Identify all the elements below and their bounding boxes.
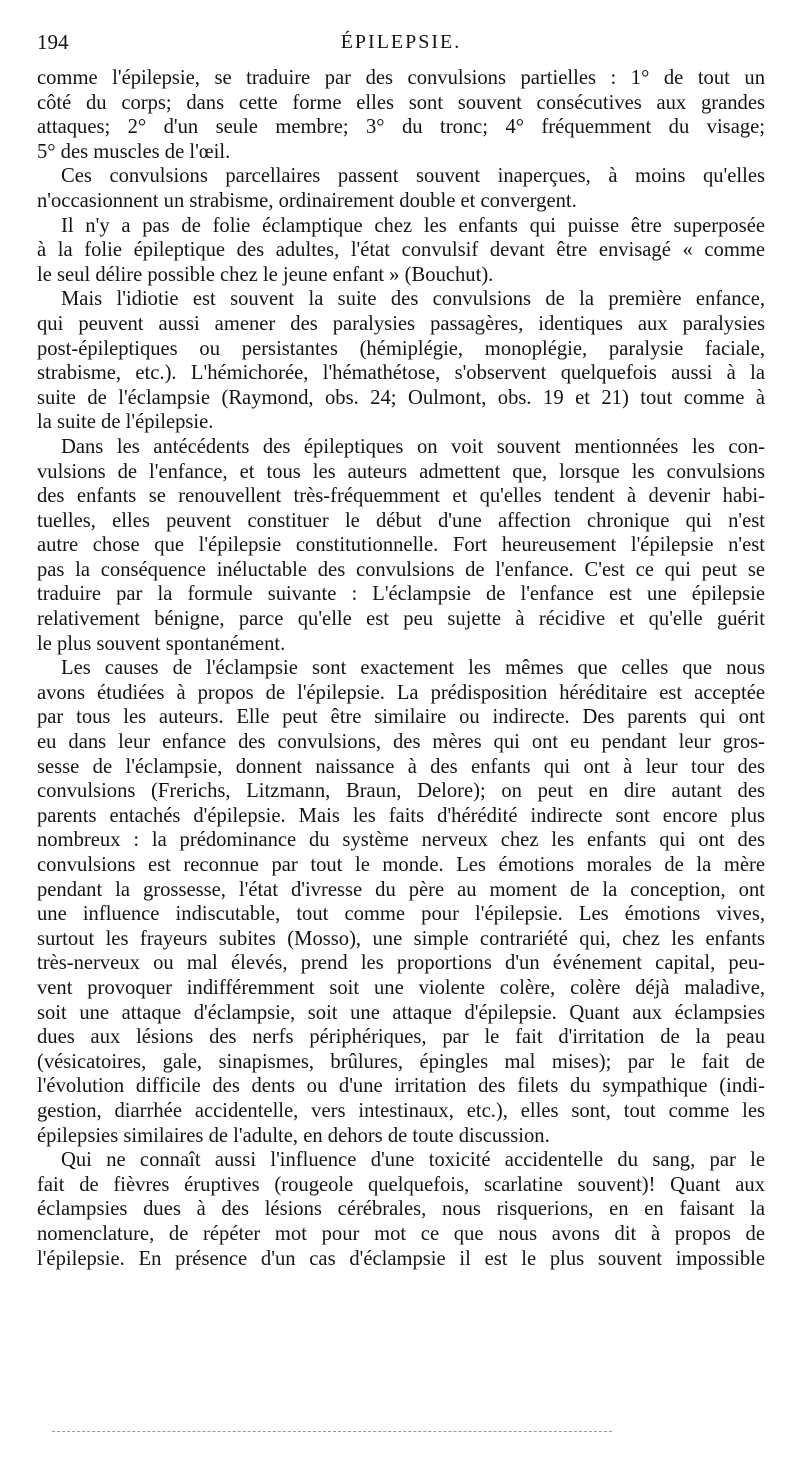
text-line: des enfants se renouvellent très-fréquemment et qu'elles tendent à devenir habi- <box>37 485 765 508</box>
text-line: le plus souvent spontanément. <box>37 632 286 655</box>
paragraph <box>37 164 765 213</box>
text-line: sesse de l'éclampsie, donnent naissance à des enfants qui ont à leur tour des <box>37 755 765 778</box>
footer-rule <box>52 1431 612 1432</box>
text-line: vent provoquer indifféremment soit une violente colère, colère déjà maladive, <box>37 976 765 999</box>
text-line: (vésicatoires, gale, sinapismes, brûlures, épingles mal mises); par le fait de <box>37 1050 765 1073</box>
text-line: parents entachés d'épilepsie. Mais les faits d'hérédité indirecte sont encore plus <box>37 804 765 827</box>
paragraph <box>37 656 765 1148</box>
text-line: côté du corps; dans cette forme elles sont souvent consécutives aux grandes <box>37 91 765 114</box>
text-line: gestion, diarrhée accidentelle, vers intestinaux, etc.), elles sont, tout comme les <box>37 1099 765 1122</box>
book-page <box>37 30 765 1271</box>
text-line: très-nerveux ou mal élevés, prend les proportions d'un événement capital, peu- <box>37 952 765 975</box>
text-line: soit une attaque d'éclampsie, soit une attaque d'épilepsie. Quant aux éclampsies <box>37 1001 765 1024</box>
text-line: à la folie épileptique des adultes, l'état convulsif devant être envisagé « comme <box>37 239 765 262</box>
text-line: relativement bénigne, parce qu'elle est peu sujette à récidive et qu'elle guérit <box>37 608 765 631</box>
paragraph <box>37 214 765 288</box>
page-number: 194 <box>37 30 69 54</box>
text-line: nomenclature, de répéter mot pour mot ce que nous avons dit à propos de <box>37 1222 765 1245</box>
text-line: 5° des muscles de l'œil. <box>37 140 231 163</box>
text-line: avons étudiées à propos de l'épilepsie. La prédisposition héréditaire est acceptée <box>37 681 765 704</box>
text-line: vulsions de l'enfance, et tous les auteurs admettent que, lorsque les convulsions <box>37 460 765 483</box>
text-line: Il n'y a pas de folie éclamptique chez les enfants qui puisse être superposée <box>61 214 765 237</box>
body-text <box>37 66 765 1271</box>
text-line: le seul délire possible chez le jeune enfant » (Bouchut). <box>37 263 494 286</box>
paragraph <box>37 1148 765 1271</box>
text-line: strabisme, etc.). L'hémichorée, l'hémathétose, s'observent quelquefois aussi à la <box>37 362 765 385</box>
paragraph <box>37 287 765 435</box>
text-line: nombreux : la prédominance du système nerveux chez les enfants qui ont des <box>37 829 765 852</box>
text-line: post-épileptiques ou persistantes (hémiplégie, monoplégie, paralysie faciale, <box>37 337 765 360</box>
text-line: par tous les auteurs. Elle peut être similaire ou indirecte. Des parents qui ont <box>37 706 765 729</box>
text-line: éclampsies dues à des lésions cérébrales, nous risquerions, en en faisant la <box>37 1198 765 1221</box>
text-line: l'épilepsie. En présence d'un cas d'éclampsie il est le plus souvent impossible <box>37 1247 765 1270</box>
running-title: ÉPILEPSIE. <box>340 31 462 53</box>
text-line: une influence indiscutable, tout comme pour l'épilepsie. Les émotions vives, <box>37 903 765 926</box>
text-line: la suite de l'épilepsie. <box>37 411 214 434</box>
text-line: traduire par la formule suivante : L'éclampsie de l'enfance est une épilepsie <box>37 583 765 606</box>
text-line: Mais l'idiotie est souvent la suite des convulsions de la première enfance, <box>61 288 765 311</box>
text-line: dues aux lésions des nerfs périphériques, par le fait d'irritation de la peau <box>37 1026 765 1049</box>
text-line: l'évolution difficile des dents ou d'une irritation des filets du sympathique (indi- <box>37 1075 765 1098</box>
text-line: fait de fièvres éruptives (rougeole quelquefois, scarlatine souvent)! Quant aux <box>37 1173 765 1196</box>
text-line: Les causes de l'éclampsie sont exactement les mêmes que celles que nous <box>61 657 765 680</box>
text-line: épilepsies similaires de l'adulte, en dehors de toute discussion. <box>37 1124 550 1147</box>
text-line: Qui ne connaît aussi l'influence d'une toxicité accidentelle du sang, par le <box>61 1149 765 1172</box>
text-line: surtout les frayeurs subites (Mosso), une simple contrariété qui, chez les enfants <box>37 927 765 950</box>
text-line: pendant la grossesse, l'état d'ivresse du père au moment de la conception, ont <box>37 878 765 901</box>
text-line: comme l'épilepsie, se traduire par des convulsions partielles : 1° de tout un <box>37 67 765 89</box>
text-line: suite de l'éclampsie (Raymond, obs. 24; Oulmont, obs. 19 et 21) tout comme à <box>37 386 765 409</box>
text-line: Ces convulsions parcellaires passent souvent inaperçues, à moins qu'elles <box>61 165 765 188</box>
text-line: qui peuvent aussi amener des paralysies passagères, identiques aux paralysies <box>37 312 765 335</box>
text-line: pas la conséquence inéluctable des convulsions de l'enfance. C'est ce qui peut se <box>37 558 765 581</box>
text-line: n'occasionnent un strabisme, ordinairement double et convergent. <box>37 189 577 212</box>
text-line: convulsions est reconnue par tout le monde. Les émotions morales de la mère <box>37 854 765 876</box>
text-line: convulsions (Frerichs, Litzmann, Braun, Delore); on peut en dire autant des <box>37 780 765 803</box>
text-line: Dans les antécédents des épileptiques on voit souvent mentionnées les con- <box>61 435 765 458</box>
text-line: attaques; 2° d'un seule membre; 3° du tronc; 4° fréquemment du visage; <box>37 116 765 139</box>
text-line: eu dans leur enfance des convulsions, des mères qui ont eu pendant leur gros- <box>37 731 765 754</box>
page-header <box>37 30 765 62</box>
text-line: autre chose que l'épilepsie constitutionnelle. Fort heureusement l'épilepsie n'est <box>37 534 765 557</box>
paragraph <box>37 66 765 164</box>
text-line: tuelles, elles peuvent constituer le début d'une affection chronique qui n'est <box>37 509 765 532</box>
paragraph <box>37 435 765 656</box>
